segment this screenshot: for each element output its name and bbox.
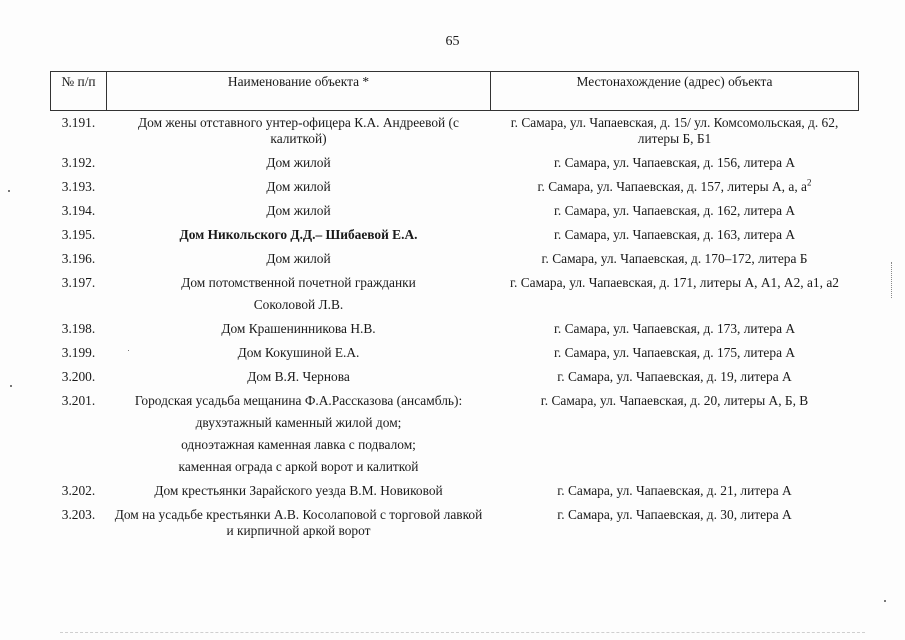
row-name bbox=[107, 389, 491, 479]
table-row bbox=[51, 317, 859, 341]
row-name-item: одноэтажная каменная лавка с подвалом; bbox=[181, 437, 416, 452]
table-row bbox=[51, 151, 859, 175]
table-row bbox=[51, 175, 859, 199]
row-address: г. Самара, ул. Чапаевская, д. 19, литера А bbox=[557, 369, 792, 384]
table-row bbox=[51, 365, 859, 389]
row-num: 3.197. bbox=[61, 275, 96, 290]
table-row bbox=[51, 389, 859, 479]
row-name-main: Дом потомственной почетной гражданки bbox=[181, 275, 416, 290]
scan-speck bbox=[884, 600, 886, 602]
row-num: 3.196. bbox=[61, 251, 96, 266]
row-name: Дом жены отставного унтер-офицера К.А. Андреевой (с калиткой) bbox=[138, 115, 459, 146]
row-num: 3.200. bbox=[61, 369, 96, 384]
row-name: Дом на усадьбе крестьянки А.В. Косолаповой с торговой лавкой и кирпичной аркой ворот bbox=[114, 507, 483, 538]
scan-bottom-edge bbox=[60, 632, 865, 636]
row-address: г. Самара, ул. Чапаевская, д. 156, литера А bbox=[553, 155, 796, 170]
row-address: г. Самара, ул. Чапаевская, д. 15/ ул. Комсомольская, д. 62, литеры Б, Б1 bbox=[510, 115, 839, 146]
row-address: г. Самара, ул. Чапаевская, д. 163, литера А bbox=[553, 227, 796, 242]
row-name: Дом жилой bbox=[266, 155, 331, 170]
row-name-item: каменная ограда с аркой ворот и калиткой bbox=[178, 459, 419, 474]
header-num: № п/п bbox=[51, 72, 107, 111]
row-num: 3.199. bbox=[61, 345, 96, 360]
row-num: 3.192. bbox=[61, 155, 96, 170]
header-name: Наименование объекта * bbox=[107, 72, 491, 111]
row-num: 3.203. bbox=[61, 507, 96, 522]
table-row bbox=[51, 341, 859, 365]
row-name: Дом жилой bbox=[266, 179, 331, 194]
row-address: г. Самара, ул. Чапаевская, д. 30, литера А bbox=[557, 507, 792, 522]
row-num: 3.202. bbox=[61, 483, 96, 498]
table-row bbox=[51, 247, 859, 271]
row-address: г. Самара, ул. Чапаевская, д. 162, литера А bbox=[553, 203, 796, 218]
scan-speck bbox=[8, 190, 10, 192]
table-row bbox=[51, 503, 859, 543]
row-name: Дом В.Я. Чернова bbox=[247, 369, 350, 384]
row-address bbox=[491, 175, 859, 199]
table-header-row bbox=[51, 72, 859, 111]
row-address: г. Самара, ул. Чапаевская, д. 171, литеры А, А1, А2, а1, а2 bbox=[510, 275, 839, 290]
row-num: 3.195. bbox=[61, 227, 96, 242]
row-num: 3.194. bbox=[61, 203, 96, 218]
scan-margin-mark bbox=[891, 262, 902, 298]
scan-speck bbox=[128, 350, 129, 351]
row-name: Дом крестьянки Зарайского уезда В.М. Новиковой bbox=[154, 483, 443, 498]
row-address: г. Самара, ул. Чапаевская, д. 20, литеры А, Б, В bbox=[540, 393, 809, 408]
header-address: Местонахождение (адрес) объекта bbox=[491, 72, 859, 111]
row-name: Дом жилой bbox=[266, 251, 331, 266]
heritage-registry-table bbox=[50, 71, 859, 543]
row-num: 3.201. bbox=[61, 393, 96, 408]
table-row bbox=[51, 479, 859, 503]
row-name-sub: Соколовой Л.В. bbox=[253, 297, 344, 312]
row-name-main: Городская усадьба мещанина Ф.А.Рассказова (ансамбль): bbox=[134, 393, 463, 408]
row-name: Дом Никольского Д.Д.– Шибаевой Е.А. bbox=[179, 227, 418, 242]
table-row bbox=[51, 111, 859, 152]
table-row bbox=[51, 223, 859, 247]
table-row bbox=[51, 199, 859, 223]
scan-speck bbox=[10, 385, 12, 387]
row-num: 3.193. bbox=[61, 179, 96, 194]
row-name: Дом Кокушиной Е.А. bbox=[237, 345, 360, 360]
row-address-superscript: 2 bbox=[806, 177, 812, 188]
row-address-text: г. Самара, ул. Чапаевская, д. 157, литеры А, а, а bbox=[537, 179, 807, 194]
row-name bbox=[107, 271, 491, 317]
row-address: г. Самара, ул. Чапаевская, д. 173, литера А bbox=[553, 321, 796, 336]
row-num: 3.198. bbox=[61, 321, 96, 336]
row-name: Дом жилой bbox=[266, 203, 331, 218]
row-address: г. Самара, ул. Чапаевская, д. 21, литера А bbox=[557, 483, 792, 498]
page-number: 65 bbox=[445, 34, 460, 49]
row-name: Дом Крашенинникова Н.В. bbox=[221, 321, 376, 336]
row-address: г. Самара, ул. Чапаевская, д. 170–172, литера Б bbox=[541, 251, 808, 266]
row-num: 3.191. bbox=[61, 115, 96, 130]
row-name-item: двухэтажный каменный жилой дом; bbox=[195, 415, 402, 430]
table-row bbox=[51, 271, 859, 317]
row-address: г. Самара, ул. Чапаевская, д. 175, литера А bbox=[553, 345, 796, 360]
